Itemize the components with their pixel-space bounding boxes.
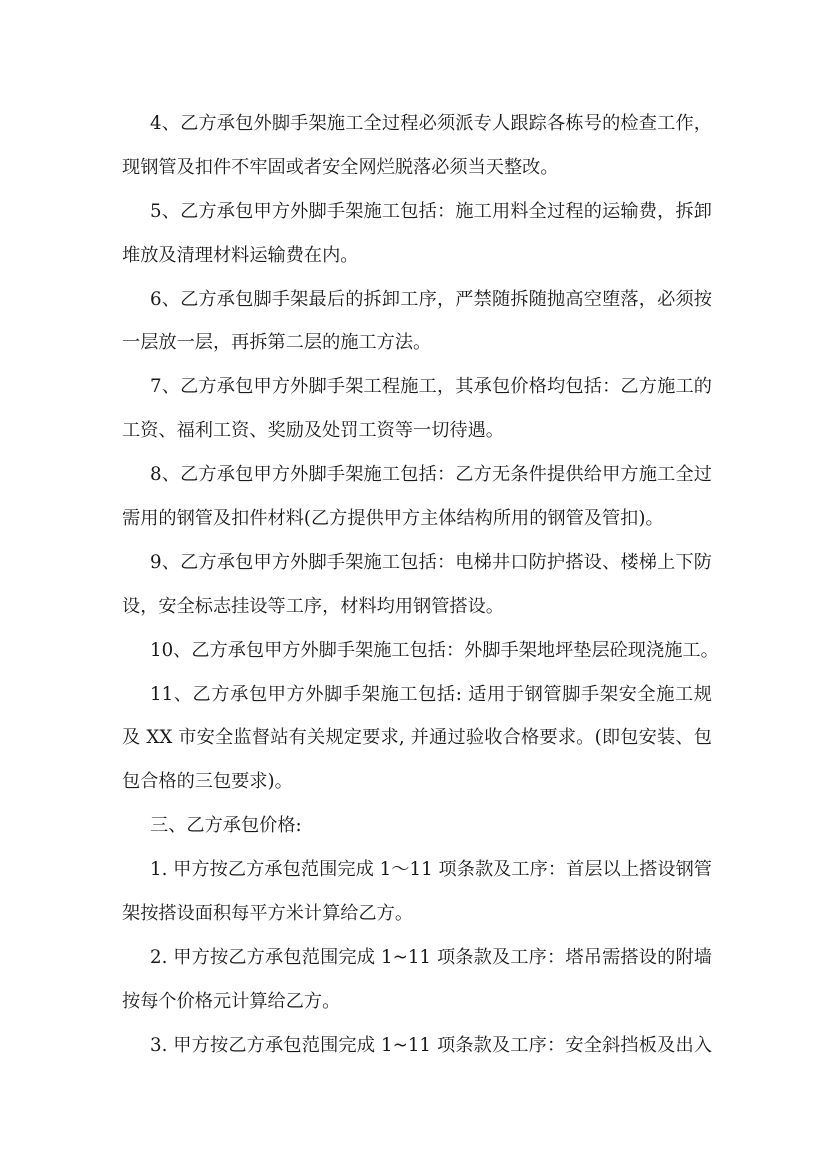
text-line: 9、乙方承包甲方外脚手架施工包括：电梯井口防护搭设、楼梯上下防 bbox=[150, 551, 712, 573]
paragraph bbox=[122, 541, 712, 629]
text-line: 现钢管及扣件不牢固或者安全网烂脱落必须当天整改。 bbox=[122, 156, 559, 178]
text-line: 5、乙方承包甲方外脚手架施工包括：施工用料全过程的运输费，拆卸 bbox=[150, 200, 712, 222]
text-line: 10、乙方承包甲方外脚手架施工包括：外脚手架地坪垫层砼现浇施工。 bbox=[150, 639, 719, 661]
text-line: 及 XX 市安全监督站有关规定要求, 并通过验收合格要求。(即包安装、包 bbox=[122, 727, 712, 749]
text-line: 3. 甲方按乙方承包范围完成 1~11 项条款及工序：安全斜挡板及出入 bbox=[150, 1034, 712, 1056]
text-line: 设，安全标志挂设等工序，材料均用钢管搭设。 bbox=[122, 595, 504, 617]
paragraph bbox=[122, 1024, 712, 1068]
paragraph bbox=[122, 936, 712, 1024]
text-line: 需用的钢管及扣件材料(乙方提供甲方主体结构所用的钢管及管扣)。 bbox=[122, 508, 664, 530]
text-line: 11、乙方承包甲方外脚手架施工包括: 适用于钢管脚手架安全施工规 bbox=[150, 683, 712, 705]
document-page bbox=[122, 102, 719, 1068]
text-line: 一层放一层，再拆第二层的施工方法。 bbox=[122, 332, 432, 354]
paragraph bbox=[122, 365, 712, 453]
paragraph bbox=[122, 278, 712, 366]
text-line: 8、乙方承包甲方外脚手架施工包括：乙方无条件提供给甲方施工全过 bbox=[150, 464, 712, 486]
text-line: 堆放及清理材料运输费在内。 bbox=[122, 244, 359, 266]
paragraph bbox=[122, 629, 719, 673]
text-line: 三、乙方承包价格: bbox=[150, 815, 302, 837]
paragraph bbox=[122, 804, 712, 848]
paragraph bbox=[122, 453, 712, 541]
text-line: 工资、福利工资、奖励及处罚工资等一切待遇。 bbox=[122, 420, 504, 442]
paragraph bbox=[122, 190, 712, 278]
paragraph bbox=[122, 848, 712, 936]
text-line: 7、乙方承包甲方外脚手架工程施工，其承包价格均包括：乙方施工的 bbox=[150, 376, 712, 398]
text-line: 包合格的三包要求)。 bbox=[122, 771, 293, 793]
text-line: 按每个价格元计算给乙方。 bbox=[122, 990, 341, 1012]
paragraph bbox=[122, 102, 712, 190]
text-line: 4、乙方承包外脚手架施工全过程必须派专人跟踪各栋号的检查工作， bbox=[150, 113, 712, 134]
paragraph bbox=[122, 673, 712, 805]
text-line: 架按搭设面积每平方米计算给乙方。 bbox=[122, 903, 414, 925]
text-line: 1. 甲方按乙方承包范围完成 1～11 项条款及工序：首层以上搭设钢管 bbox=[150, 859, 712, 881]
text-line: 2. 甲方按乙方承包范围完成 1~11 项条款及工序：塔吊需搭设的附墙 bbox=[150, 946, 712, 968]
text-line: 6、乙方承包脚手架最后的拆卸工序，严禁随拆随抛高空堕落，必须按 bbox=[150, 288, 712, 310]
